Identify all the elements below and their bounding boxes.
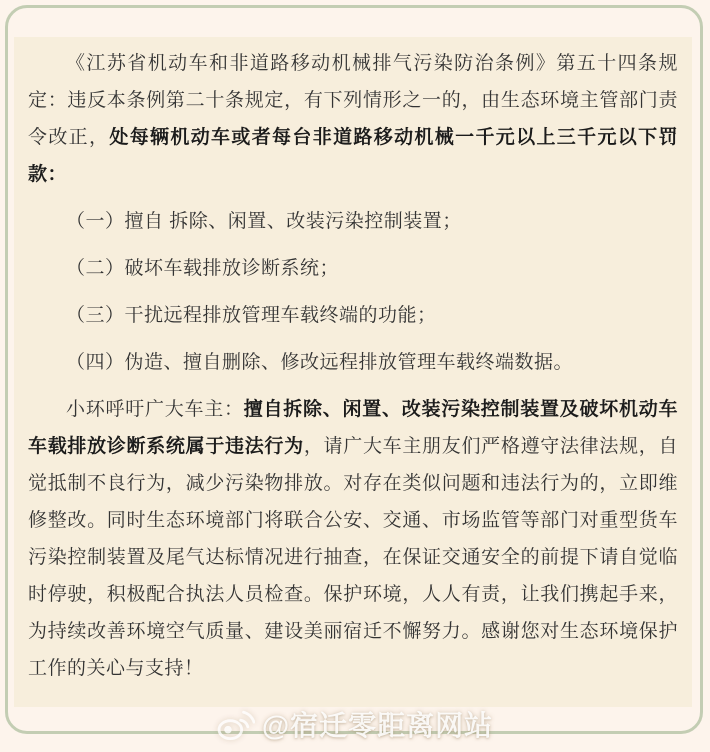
appeal-lead-text: 小环呼吁广大车主： xyxy=(66,399,244,420)
regulation-text-bold: 处每辆机动车或者每台非道路移动机械一千元以上三千元以下罚款： xyxy=(28,127,678,185)
content-panel xyxy=(14,37,692,707)
appeal-paragraph xyxy=(28,391,678,687)
watermark-text: @宿迁零距离网站 xyxy=(261,710,494,741)
appeal-rest-text: ，请广大车主朋友们严格遵守法律法规，自觉抵制不良行为，减少污染物排放。对存在类似问题和违法行为的，立即维修整改。同时生态环境部门将联合公安、交通、市场监管等部门对重型货车污染控制装置及尾气达标情况进行抽查，在保证交通安全的前提下请自觉临时停驶，积极配合执法人员检查。保护环境，人人有责，让我们携起手来，为持续改善环境空气质量、建设美丽宿迁不懈努力。感谢您对生态环境保护工作的关心与支持！ xyxy=(28,436,678,679)
regulation-text-regular: 《江苏省机动车和非道路移动机械排气污染防治条例》第五十四条规定：违反本条例第二十条规定，有下列情形之一的，由生态环境主管部门责令改正， xyxy=(28,53,678,148)
violation-item-4: （四）伪造、擅自删除、修改远程排放管理车载终端数据。 xyxy=(66,352,574,373)
violation-item-3: （三）干扰远程排放管理车载终端的功能； xyxy=(66,305,437,326)
violation-item-1: （一）擅自 拆除、闲置、改装污染控制装置； xyxy=(66,211,462,232)
regulation-paragraph xyxy=(28,45,678,193)
appeal-bold-text: 擅自拆除、闲置、改装污染控制装置及破坏机动车车载排放诊断系统属于违法行为 xyxy=(28,399,678,457)
violation-item-2: （二）破坏车载排放诊断系统； xyxy=(66,258,340,279)
